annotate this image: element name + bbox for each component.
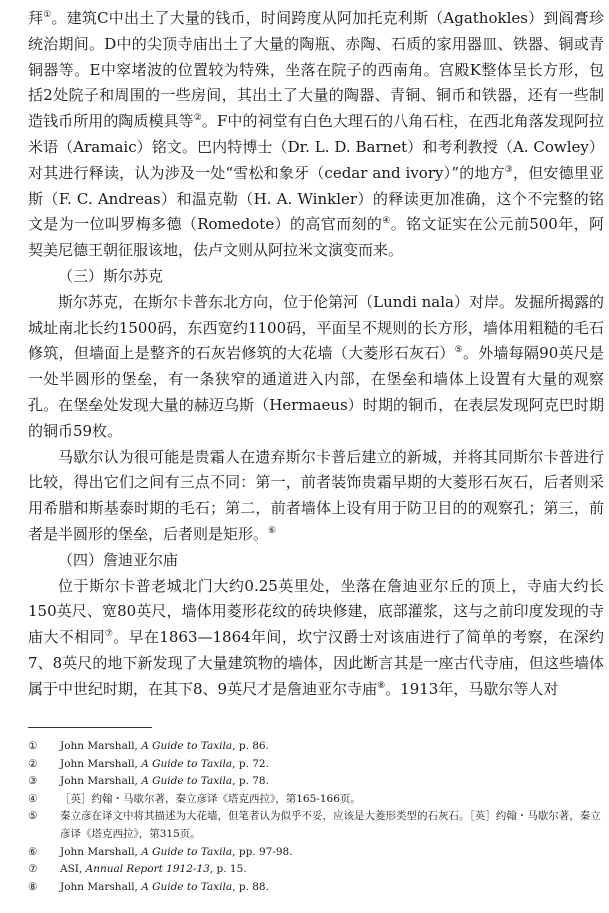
section-heading-4: （四）詹迪亚尔庙 <box>58 550 179 569</box>
footnote-number: ⑤ <box>28 810 38 823</box>
footnote-mark[interactable]: ⑤ <box>454 345 463 356</box>
text-run: 。早在1863—1864年间，坎宁汉爵士对该庙进行了简单的考察，在深约7、8英尺的地下新发现了大量建筑物的墙体，因此断言其是一座古代寺庙，但这些墙体属于中世纪时期，在其下8、9英尺才是詹迪亚尔寺庙 <box>28 628 604 698</box>
footnote-number: ① <box>28 740 38 752</box>
text-run: 。1913年，马歇尔等人对 <box>385 679 559 698</box>
text-run: 。建筑C中出土了大量的钱币，时间跨度从阿加托克利斯（Agathokles）到阎膏珍统治期间。D中的尖顶寺庙出土了大量的陶瓶、赤陶、石质的家用器皿、铁器、铜或青铜器等。E中窣堵波的位置较为特殊，坐落在院子的西南角。宫殿K整体呈长方形，包括2处院子和周围的一些房间，其出土了大量的陶器、青铜、铜币和铁器，还有一些制造钱币所用的陶质模具等 <box>28 9 604 131</box>
main-text <box>28 6 604 703</box>
footnote-run: , p. 72. <box>232 757 269 770</box>
footnote-title: A Guide to Taxila <box>141 880 233 893</box>
footnote <box>28 808 604 843</box>
footnote-number: ⑥ <box>28 845 38 858</box>
text-run: 斯尔苏克，在斯尔卡普东北方向，位于伦第河（Lundi nala）对岸。发掘所揭露的城址南北长约1500码，东西宽约1100码，平面呈不规则的长方形，墙体用粗糙的毛石修筑，但墙面上是整齐的石灰岩修筑的大花墙（大菱形石灰石） <box>28 292 604 363</box>
footnote <box>28 756 604 774</box>
footnote-title: A Guide to Taxila <box>141 845 233 858</box>
footnote-title: A Guide to Taxila <box>141 757 233 770</box>
paragraph-4 <box>28 574 604 703</box>
footnote-mark[interactable]: ⑦ <box>104 629 114 640</box>
footnote-text: ［英］约翰・马歇尔著，秦立彦译《塔克西拉》，第165-166页。 <box>60 792 361 805</box>
footnote-mark[interactable]: ③ <box>504 164 514 175</box>
footnote-run: , p. 88. <box>232 880 269 893</box>
footnote-mark[interactable]: ① <box>43 10 52 20</box>
footnote-run: John Marshall, <box>60 775 142 788</box>
footnote-mark[interactable]: ⑧ <box>377 680 386 691</box>
footnote-text <box>60 861 604 879</box>
footnote <box>28 738 604 756</box>
text-run: 拜 <box>28 9 44 27</box>
footnote <box>28 861 604 879</box>
footnote-text <box>60 756 604 774</box>
text-run: 。F中的祠堂有白色大理石的八角石柱，在西北角落发现阿拉米语（Aramaic）铭文。巴内特博士（Dr. L. D. Barnet）和考利教授（A. Cowley）对其进行释读，认为涉及一处“雪松和象牙（cedar and ivory）”的地方 <box>28 112 604 182</box>
text-run: 。铭文证实在公元前500年，阿契美尼德王朝征服该地，佉卢文则从阿拉米文演变而来。 <box>28 215 604 260</box>
text-run: ，但安德里亚斯（F. C. Andreas）和温克勒（H. A. Winkler）的释读更加准确，这个不完整的铭文是为一位叫罗梅多德（Romedote）的高官而刻的 <box>28 163 604 234</box>
footnote-divider <box>28 727 152 728</box>
footnote <box>28 773 604 791</box>
footnote-run: John Marshall, <box>60 880 142 893</box>
paragraph-3 <box>28 445 604 548</box>
section-heading-3: （三）斯尔苏克 <box>58 266 164 285</box>
footnote-text: 秦立彦在译文中将其描述为大花墙，但笔者认为似乎不妥，应该是大菱形类型的石灰石。［英］约翰・马歇尔著，秦立彦译《塔克西拉》，第315页。 <box>60 810 601 840</box>
footnote-number: ② <box>28 757 38 770</box>
text-run: 位于斯尔卡普老城北门大约0.25英里处，坐落在詹迪亚尔丘的顶上，寺庙大约长150英尺、宽80英尺，墙体用菱形花纹的砖块修建，底部灌浆，这与之前印度发现的寺庙大不相同 <box>28 576 604 647</box>
text-run: 马歇尔认为很可能是贵霜人在遗弃斯尔卡普后建立的新城，并将其同斯尔卡普进行比较，得出它们之间有三点不同：第一，前者装饰贵霜早期的大菱形石灰石，后者则采用希腊和斯基泰时期的毛石；第二，前者墙体上设有用于防卫目的的观察孔；第三，前者是半圆形的堡垒，后者则是矩形。 <box>28 447 604 543</box>
footnote <box>28 791 604 809</box>
footnote-mark[interactable]: ⑥ <box>268 525 277 536</box>
footnote-number: ③ <box>28 775 38 788</box>
footnote-mark[interactable]: ④ <box>382 216 391 227</box>
footnote-run: , pp. 97-98. <box>232 845 293 858</box>
footnote <box>28 879 604 897</box>
footnote-number: ⑧ <box>28 880 38 893</box>
footnote-number: ⑦ <box>28 863 38 876</box>
text-run: 。外墙每隔90英尺是一处半圆形的堡垒，有一条狭窄的通道进入内部，在堡垒和墙体上设置有大量的观察孔。在堡垒处发现大量的赫迈乌斯（Hermaeus）时期的铜币，在表层发现阿克巴时期的铜币59枚。 <box>28 344 604 440</box>
footnote-run: , p. 78. <box>232 775 269 788</box>
footnote <box>28 844 604 862</box>
footnote-title: A Guide to Taxila <box>141 740 233 752</box>
footnote-run: John Marshall, <box>60 740 142 752</box>
paragraph-1 <box>28 6 604 264</box>
footnote-number: ④ <box>28 792 38 805</box>
footnote-run: , p. 15. <box>209 863 247 876</box>
footnote-run: , p. 86. <box>232 740 269 752</box>
footnote-text <box>60 738 604 756</box>
footnote-text <box>60 879 604 897</box>
footnote-run: ASI, <box>60 863 86 876</box>
footnote-run: John Marshall, <box>60 757 142 770</box>
footnote-title: A Guide to Taxila <box>141 775 233 788</box>
footnote-text <box>60 844 604 862</box>
footnotes <box>28 738 604 896</box>
footnote-text <box>60 773 604 791</box>
footnote-title: Annual Report 1912-13 <box>85 863 210 876</box>
footnote-mark[interactable]: ② <box>193 113 202 124</box>
paragraph-2 <box>28 290 604 445</box>
footnote-run: John Marshall, <box>60 845 142 858</box>
